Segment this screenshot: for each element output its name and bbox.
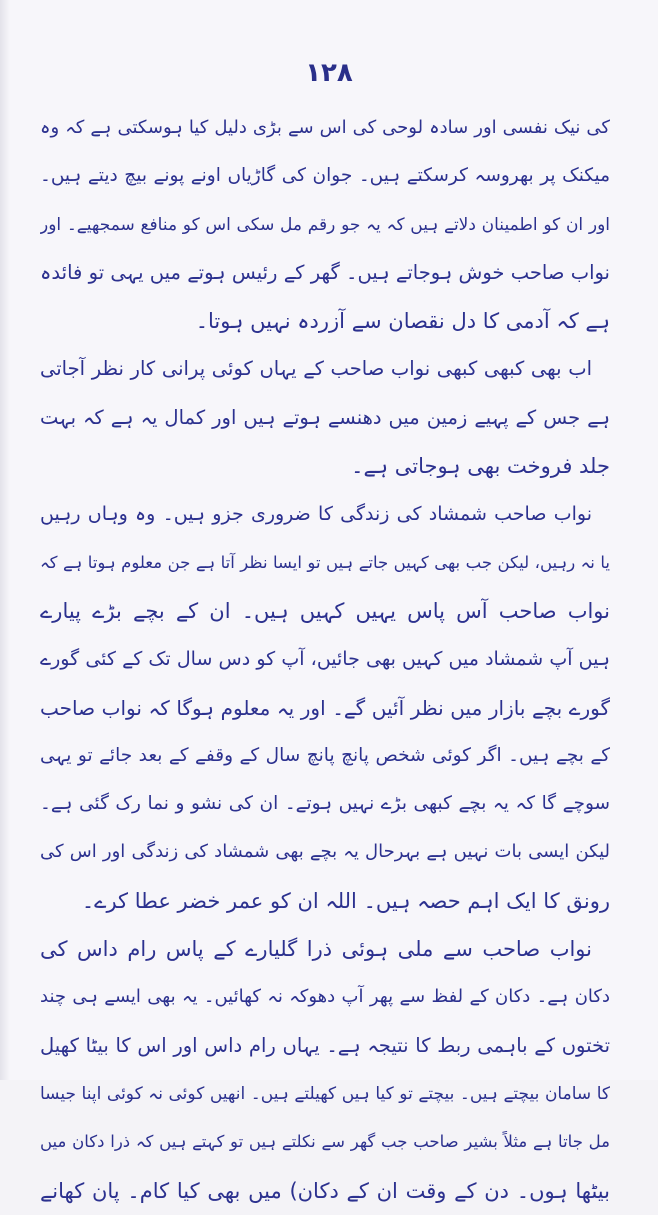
text-line-23: بیٹھا ہوں۔ دن کے وقت ان کے دکان) میں بھی کیا کام۔ پان کھانے [40, 1178, 610, 1203]
text-line-14: کے بچے ہیں۔ اگر کوئی شخص پانچ پانچ سال کے وقفے کے بعد جائے تو یہی [40, 744, 610, 766]
text-line-11: نواب صاحب آس پاس یہیں کہیں ہیں۔ ان کے بچے بڑے پیارے [40, 598, 610, 623]
text-line-1: کی نیک نفسی اور سادہ لوحی کی اس سے بڑی دلیل کیا ہوسکتی ہے کہ وہ [40, 117, 610, 138]
text-line-12: ہیں آپ شمشاد میں کہیں بھی جائیں، آپ کو دس سال تک کے کئی گورے [40, 648, 610, 671]
text-line-19: دکان ہے۔ دکان کے لفظ سے پھر آپ دھوکہ نہ کھائیں۔ یہ بھی ایسے ہی چند [40, 986, 610, 1008]
page-number: ۱۲۸ [305, 58, 353, 88]
text-line-3: اور ان کو اطمینان دلاتے ہیں کہ یہ جو رقم مل سکی اس کو منافع سمجھیے۔ اور [40, 214, 610, 235]
text-line-21: کا سامان بیچتے ہیں۔ بیچتے تو کیا ہیں کھیلتے ہیں۔ انھیں کوئی نہ کوئی اپنا جیسا [40, 1083, 610, 1104]
text-line-7: ہے جس کے پہیے زمین میں دھنسے ہوتے ہیں اور کمال یہ ہے کہ بہت [40, 405, 610, 429]
text-line-16: لیکن ایسی بات نہیں ہے بہرحال یہ بچے بھی شمشاد کی زندگی اور اس کی [40, 841, 610, 863]
text-line-15: سوچے گا کہ یہ بچے کبھی بڑے نہیں ہوتے۔ ان کی نشو و نما رک گئی ہے۔ [40, 793, 610, 815]
text-line-10: یا نہ رہیں، لیکن جب بھی کہیں جاتے ہیں تو ایسا نظر آتا ہے جن معلوم ہوتا ہے کہ [40, 552, 610, 572]
page-binding-edge [0, 0, 10, 1080]
text-line-4: نواب صاحب خوش ہوجاتے ہیں۔ گھر کے رئیس ہوتے میں یہی تو فائدہ [40, 260, 610, 284]
text-line-8: جلد فروخت بھی ہوجاتی ہے۔ [351, 454, 610, 479]
text-line-22: مل جاتا ہے مثلاً بشیر صاحب جب گھر سے نکلتے ہیں تو کہتے ہیں کہ ذرا دکان میں [40, 1132, 610, 1152]
text-line-2: میکنک پر بھروسہ کرسکتے ہیں۔ جوان کی گاڑیاں اونے پونے بیچ دیتے ہیں۔ [40, 165, 610, 187]
text-line-17: رونق کا ایک اہم حصہ ہیں۔ اللہ ان کو عمر خضر عطا کرے۔ [81, 888, 610, 913]
text-line-9: نواب صاحب شمشاد کی زندگی کا ضروری جزو ہیں۔ وہ وہاں رہیں [40, 503, 592, 526]
text-line-5: ہے کہ آدمی کا دل نقصان سے آزردہ نہیں ہوتا۔ [195, 309, 610, 334]
text-line-6: اب بھی کبھی کبھی نواب صاحب کے یہاں کوئی پرانی کار نظر آجاتی [40, 357, 592, 381]
handwritten-urdu-text [40, 104, 610, 1215]
text-line-18: نواب صاحب سے ملی ہوئی ذرا گلیارے کے پاس رام داس کی [40, 937, 592, 962]
text-line-13: گورے بچے بازار میں نظر آئیں گے۔ اور یہ معلوم ہوگا کہ نواب صاحب [40, 695, 610, 720]
text-line-20: تختوں کے باہمی ربط کا نتیجہ ہے۔ یہاں رام داس اور اس کا بیٹا کھیل [40, 1033, 610, 1057]
